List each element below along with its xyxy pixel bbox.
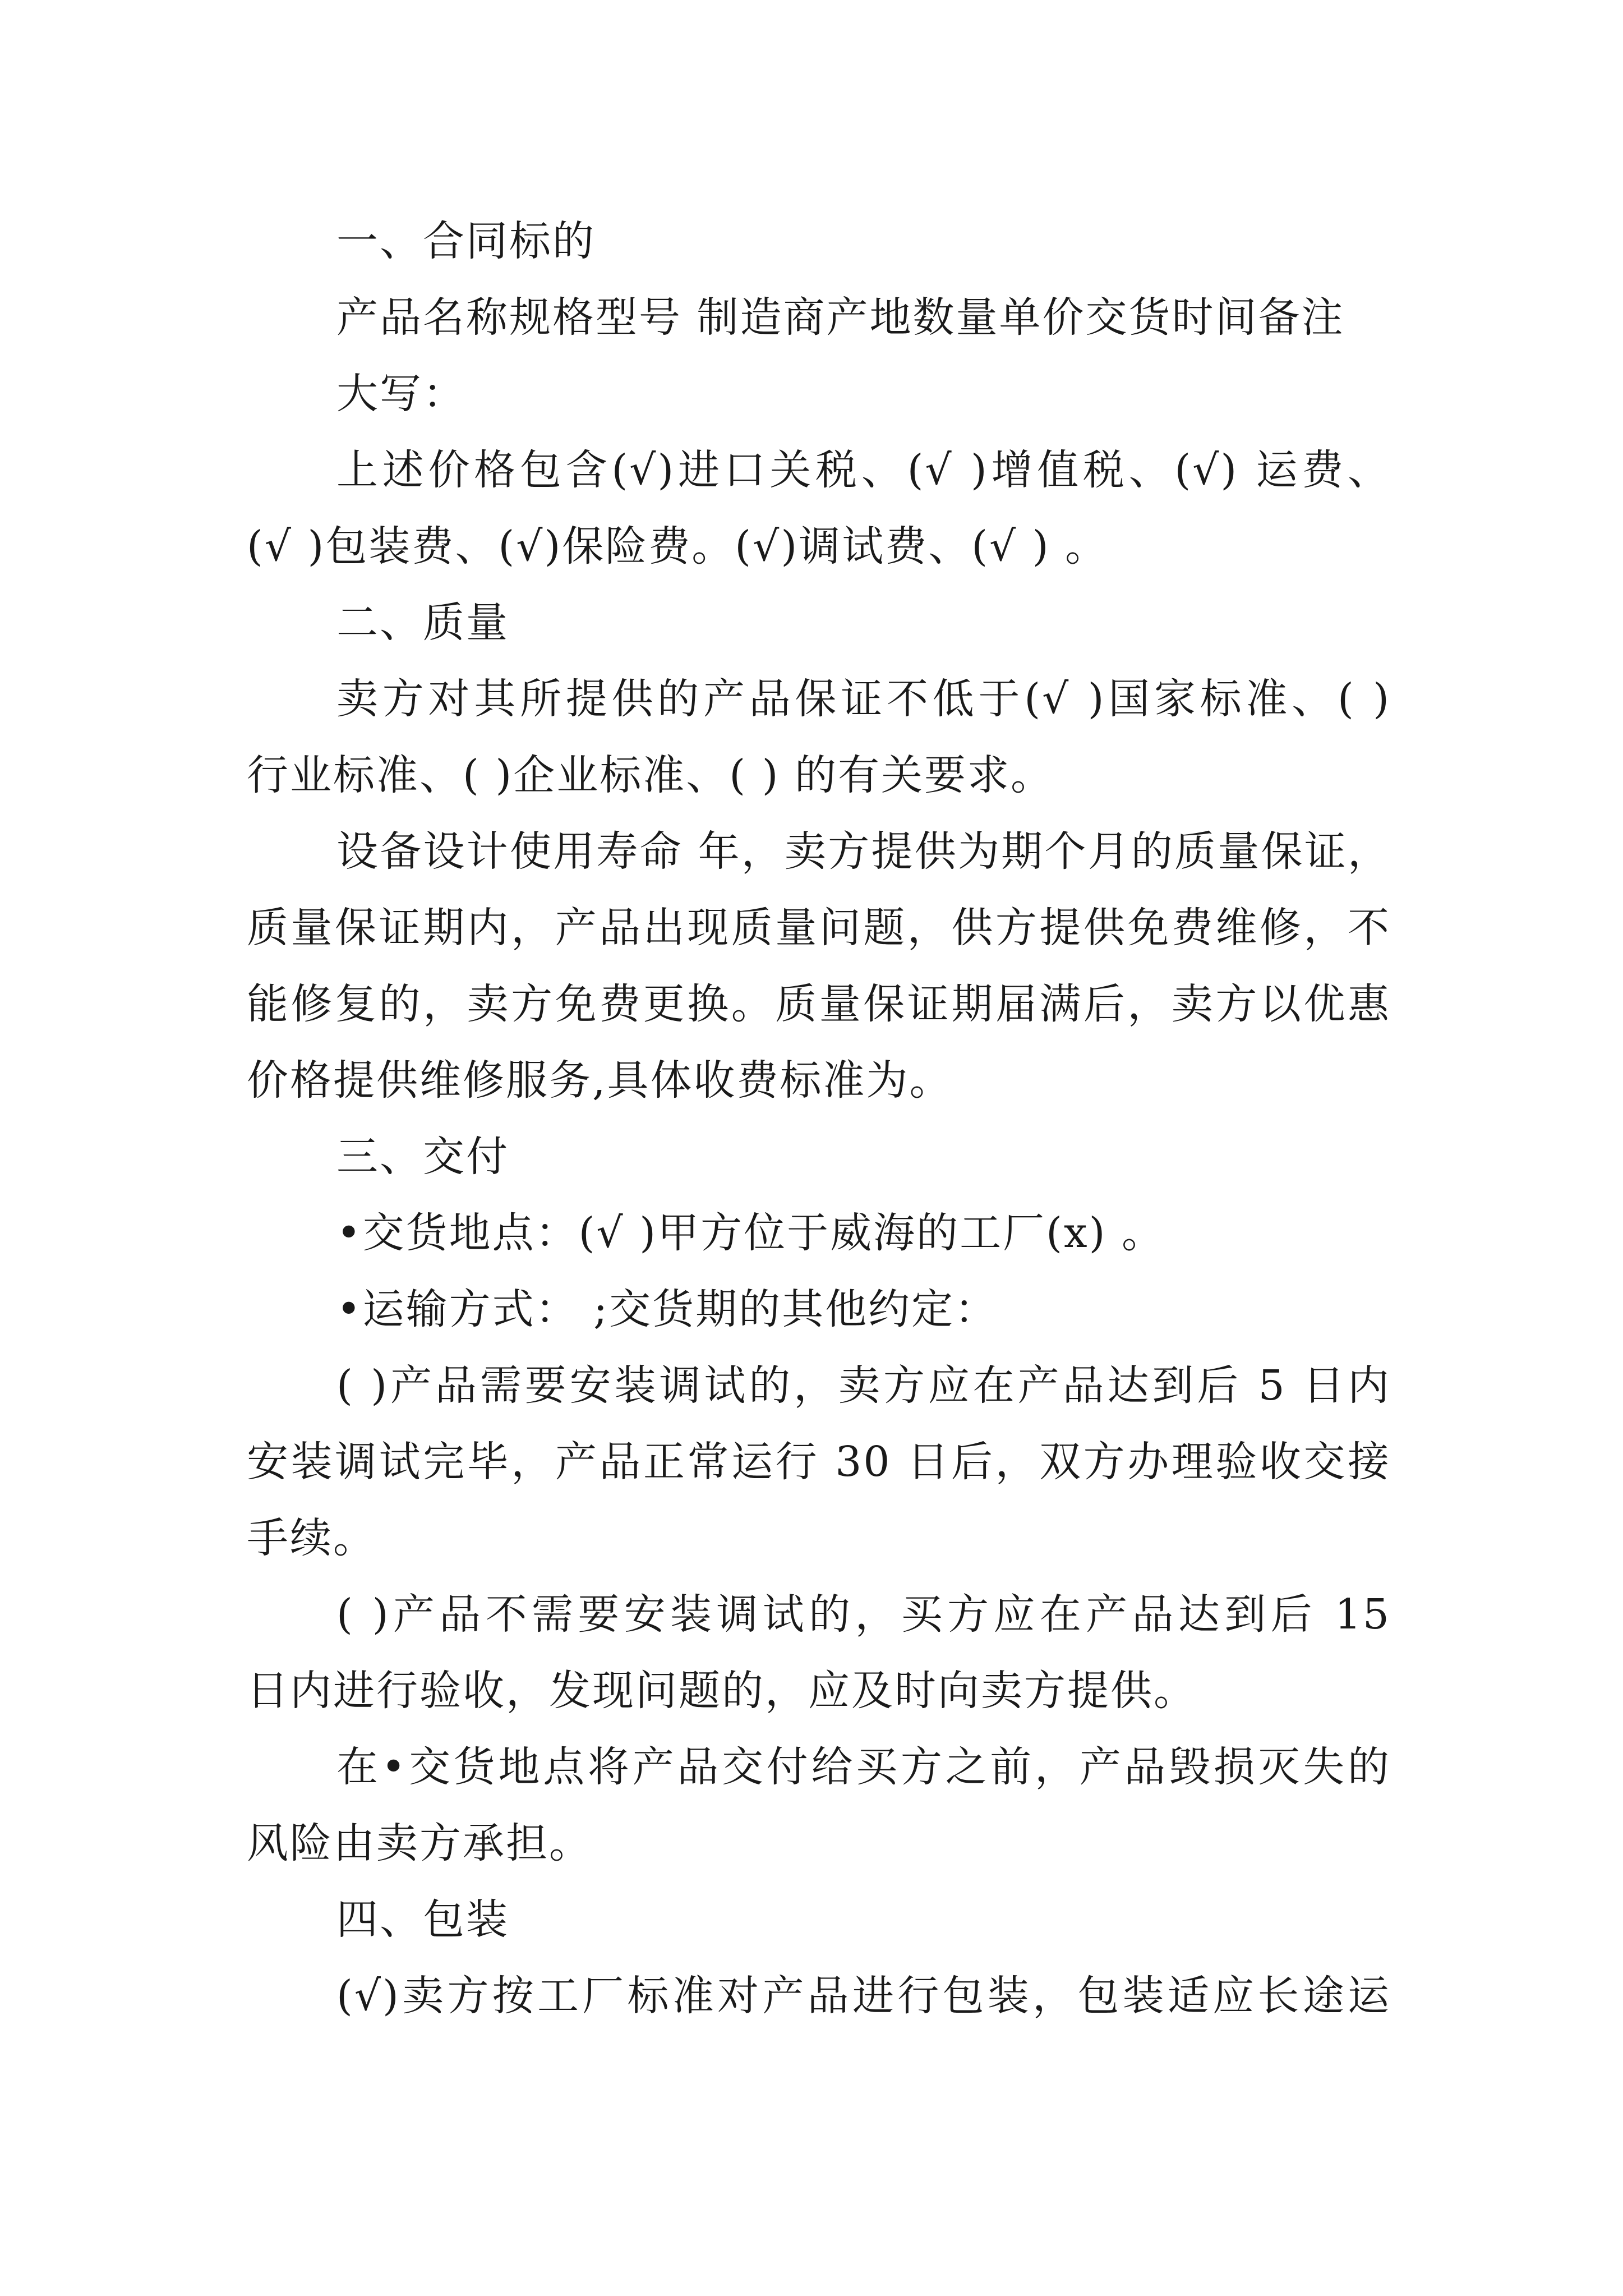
packaging-clause-line-1: (√)卖方按工厂标准对产品进行包装，包装适应长途运 [336, 1972, 1391, 2020]
no-installation-clause-line-2: 日内进行验收，发现问题的，应及时向卖方提供。 [247, 1667, 1197, 1715]
installation-clause-line-1: ( )产品需要安装调试的，卖方应在产品达到后 5 日内 [336, 1361, 1391, 1410]
section-heading-delivery: 三、交付 [336, 1133, 509, 1181]
section-heading-packaging: 四、包装 [336, 1895, 509, 1944]
installation-clause-line-3: 手续。 [247, 1514, 376, 1562]
amount-in-words-label: 大写： [336, 370, 466, 418]
installation-clause-line-2: 安装调试完毕，产品正常运行 30 日后，双方办理验收交接 [247, 1438, 1391, 1486]
risk-transfer-line-2: 风险由卖方承担。 [247, 1819, 592, 1867]
warranty-line-4: 价格提供维修服务,具体收费标准为。 [247, 1056, 953, 1105]
price-includes-line-1: 上述价格包含(√)进口关税、(√ )增值税、(√) 运费、 [336, 446, 1391, 494]
no-installation-clause-line-1: ( )产品不需要安装调试的，买方应在产品达到后 15 [336, 1590, 1391, 1639]
transport-method-item: •运输方式： ;交货期的其他约定： [336, 1285, 998, 1333]
risk-transfer-line-1: 在•交货地点将产品交付给买方之前，产品毁损灭失的 [336, 1743, 1391, 1791]
quality-standard-line-2: 行业标准、( )企业标准、( ) 的有关要求。 [247, 751, 1054, 799]
warranty-line-3: 能修复的，卖方免费更换。质量保证期届满后，卖方以优惠 [247, 980, 1391, 1028]
warranty-line-2: 质量保证期内，产品出现质量问题，供方提供免费维修，不 [247, 904, 1391, 952]
warranty-line-1: 设备设计使用寿命 年，卖方提供为期个月的质量保证， [336, 827, 1391, 876]
section-heading-quality: 二、质量 [336, 599, 509, 647]
price-includes-line-2: (√ )包装费、(√)保险费。(√)调试费、(√ ) 。 [247, 522, 1109, 570]
section-heading-subject: 一、合同标的 [336, 217, 596, 265]
delivery-location-item: •交货地点：(√ )甲方位于威海的工厂(x) 。 [336, 1209, 1165, 1257]
product-table-header: 产品名称规格型号 制造商产地数量单价交货时间备注 [336, 293, 1345, 342]
quality-standard-line-1: 卖方对其所提供的产品保证不低于(√ )国家标准、( ) [336, 675, 1391, 723]
